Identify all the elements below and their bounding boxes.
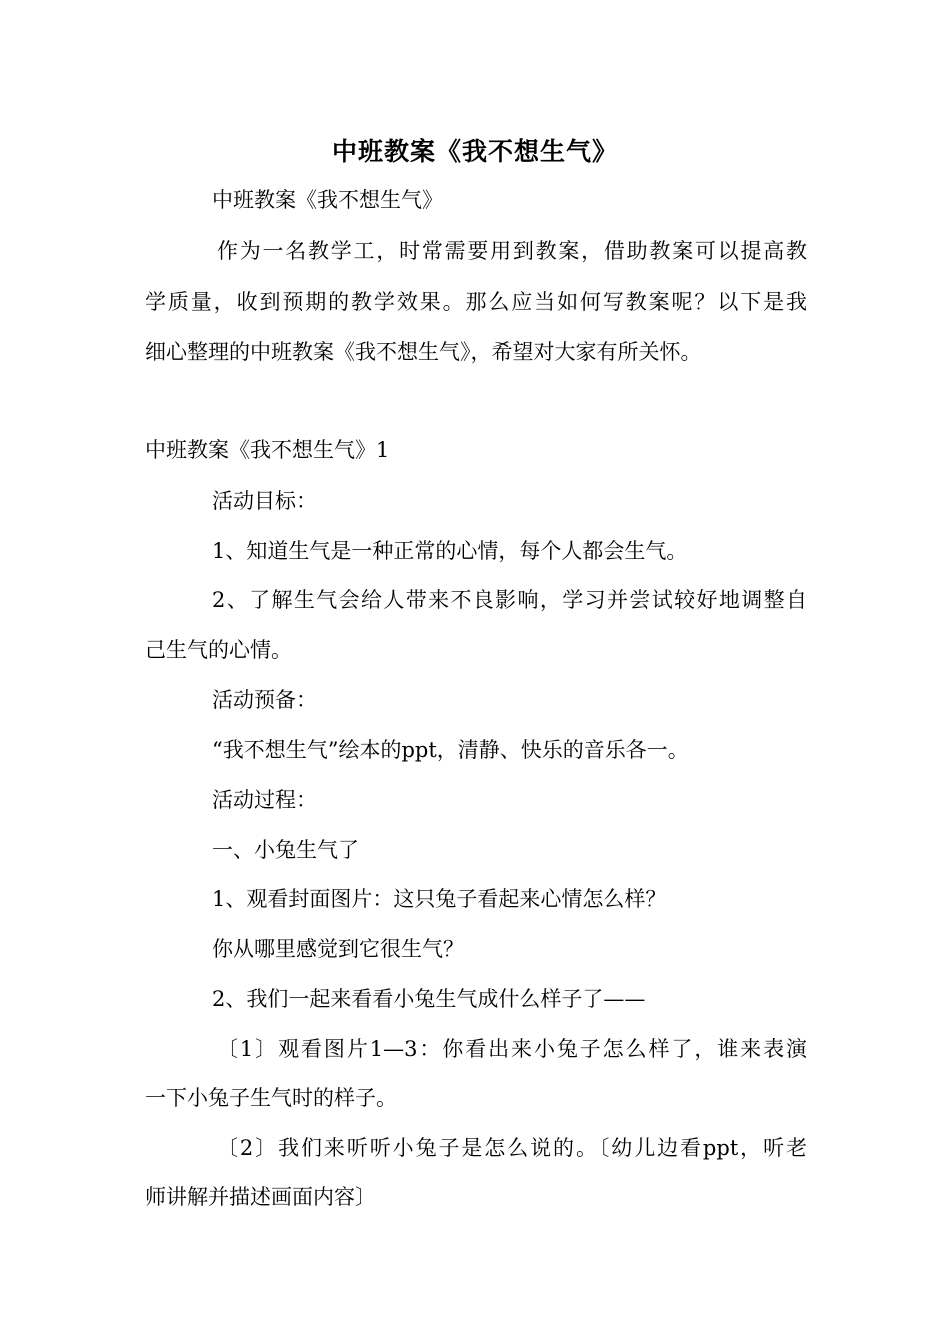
- step-1-2: 2、我们一起来看看小兔生气成什么样子了——: [212, 987, 646, 1011]
- goal-2-line-1: 2、了解生气会给人带来不良影响，学习并尝试较好地调整自: [212, 588, 807, 612]
- process-heading: 活动过程：: [212, 788, 317, 812]
- step-1-2-b-line-2: 师讲解并描述画面内容〕: [145, 1185, 376, 1209]
- step-heading-1: 一、小兔生气了: [212, 838, 359, 862]
- intro-line-2: 学质量，收到预期的教学效果。那么应当如何写教案呢？以下是我: [145, 290, 807, 314]
- goal-1: 1、知道生气是一种正常的心情，每个人都会生气。: [212, 539, 688, 563]
- subtitle-line: 中班教案《我不想生气》: [212, 188, 443, 212]
- step-1-2-b-line-1: 〔2〕我们来听听小兔子是怎么说的。〔幼儿边看ppt，听老: [217, 1136, 807, 1160]
- section-heading: 中班教案《我不想生气》1: [145, 438, 390, 462]
- preparation-text: “我不想生气”绘本的ppt，清静、快乐的音乐各一。: [212, 738, 689, 762]
- step-1-1-question: 你从哪里感觉到它很生气？: [212, 937, 464, 961]
- goal-2-line-2: 己生气的心情。: [145, 638, 292, 662]
- step-1-2-a-line-2: 一下小兔子生气时的样子。: [145, 1086, 397, 1110]
- goals-heading: 活动目标：: [212, 489, 317, 513]
- step-1-2-a-line-1: 〔1〕观看图片1—3：你看出来小兔子怎么样了，谁来表演: [217, 1037, 807, 1061]
- preparation-heading: 活动预备：: [212, 688, 317, 712]
- document-title: 中班教案《我不想生气》: [331, 137, 618, 166]
- intro-line-1: 作为一名教学工，时常需要用到教案，借助教案可以提高教: [217, 239, 807, 263]
- intro-line-3: 细心整理的中班教案《我不想生气》，希望对大家有所关怀。: [145, 340, 702, 364]
- step-1-1: 1、观看封面图片：这只兔子看起来心情怎么样？: [212, 887, 667, 911]
